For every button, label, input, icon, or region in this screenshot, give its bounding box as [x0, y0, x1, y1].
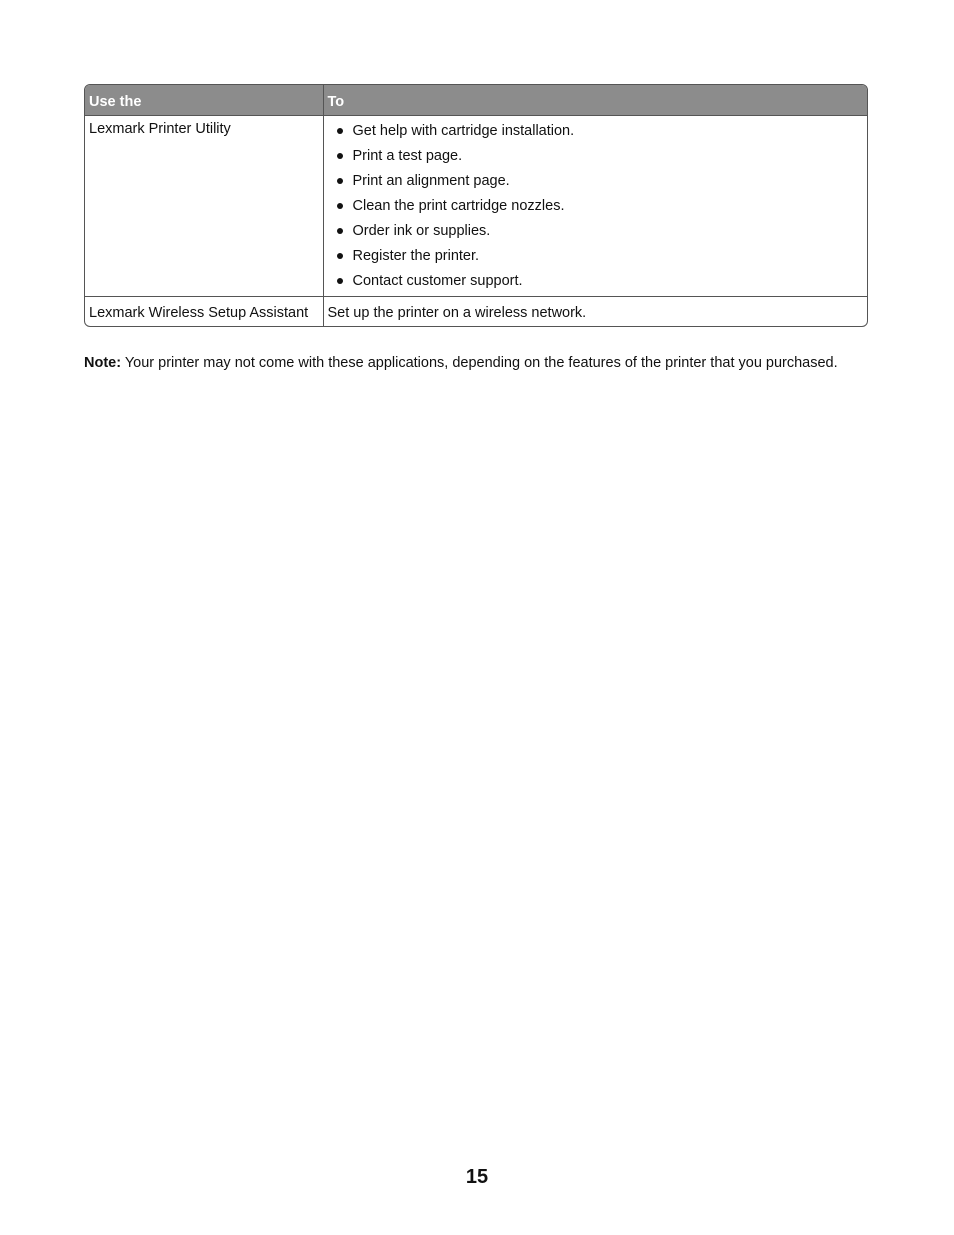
- header-use-the: Use the: [85, 85, 323, 115]
- row-wireless-setup-name: Lexmark Wireless Setup Assistant: [85, 296, 323, 326]
- note-paragraph: [84, 353, 868, 373]
- list-item: Print an alignment page.: [328, 172, 864, 197]
- page-number: 15: [465, 1166, 489, 1188]
- list-item: Get help with cartridge installation.: [328, 122, 864, 147]
- task-list: [328, 122, 864, 292]
- row-printer-utility-name: Lexmark Printer Utility: [85, 115, 323, 296]
- table-row: [85, 115, 867, 296]
- list-item: Contact customer support.: [328, 272, 864, 292]
- note-label: Note:: [84, 354, 122, 371]
- header-to: To: [323, 85, 867, 115]
- list-item: Print a test page.: [328, 147, 864, 172]
- applications-table: [84, 84, 868, 327]
- row-wireless-setup-task: Set up the printer on a wireless network.: [323, 296, 867, 326]
- list-item: Clean the print cartridge nozzles.: [328, 197, 864, 222]
- row-printer-utility-tasks: [323, 115, 867, 296]
- table-header-row: [85, 85, 867, 115]
- note-text: Your printer may not come with these applications, depending on the features of the printer that you purchased.: [121, 354, 838, 371]
- table-row: [85, 296, 867, 326]
- applications-table-grid: [85, 85, 867, 326]
- list-item: Register the printer.: [328, 247, 864, 272]
- list-item: Order ink or supplies.: [328, 222, 864, 247]
